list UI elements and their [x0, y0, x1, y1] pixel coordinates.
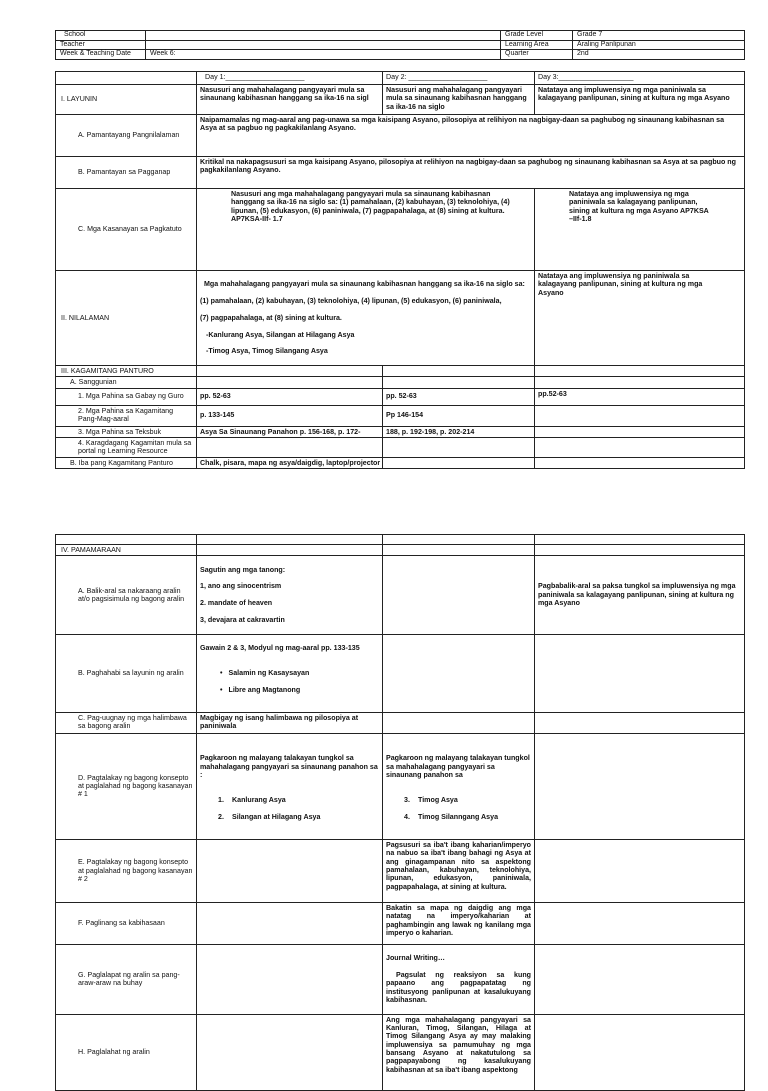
pagtalakay-1-intro-day2: Pagkaroon ng malayang talakayan tungkol sa mahahalagang pangyayari sa sinaunang panahon sa — [386, 754, 530, 779]
week-value: Week 6: — [146, 50, 501, 60]
pagtalakay-2-day2: Pagsusuri sa iba't ibang kaharian/imperyo na nabuo sa iba't ibang bahagi ng Asya at ang ginagampanan nito sa aspektong pamahalaan, kabuhayan, teknolohiya, lipunan, edukasyon, paniniwala, pagpapahalaga, at sining at kultura. — [383, 839, 535, 902]
teksbuk-label: 3. Mga Pahina sa Teksbuk — [56, 426, 197, 437]
iba-label: B. Iba pang Kagamitang Panturo — [56, 458, 197, 469]
blank-cell — [197, 365, 383, 376]
pagtalakay-1-label: D. Pagtalakay ng bagong konsepto at paglalahad ng bagong kasanayan # 1 — [56, 733, 197, 839]
blank-cell — [535, 377, 745, 388]
grade-level-value: Grade 7 — [573, 31, 745, 41]
pagtalakay-1-item: 3. Timog Asya — [404, 795, 458, 804]
sanggunian-label: A. Sanggunian — [56, 377, 197, 388]
blank-cell — [535, 1014, 745, 1090]
karagdagang-label: 4. Karagdagang Kagamitan mula sa portal ng Learning Resource — [56, 438, 197, 458]
blank-cell — [535, 944, 745, 1014]
blank-cell — [197, 839, 383, 902]
school-label: School — [56, 31, 146, 41]
teacher-value — [146, 40, 501, 50]
gabay-day2: pp. 52-63 — [383, 388, 535, 405]
kagamitan-day1: p. 133-145 — [197, 405, 383, 426]
gabay-day3: pp.52-63 — [535, 388, 745, 405]
balik-aral-label: A. Balik-aral sa nakaraang aralin at/o pagsisimula ng bagong aralin — [56, 556, 197, 634]
blank-cell — [383, 365, 535, 376]
layunin-day2: Nasusuri ang mahahalagang pangyayari mula sa sinaunang kabihasnan hanggang sa ika-16 na siglo — [383, 85, 535, 115]
kagamitan-day2: Pp 146-154 — [383, 405, 535, 426]
blank-cell — [535, 405, 745, 426]
paghahabi-day1 — [197, 634, 383, 712]
nilalaman-day3: Natataya ang impluwensiya ng paniniwala sa kalagayang panlipunan, sining at kultura ng mga Asyano — [535, 271, 745, 366]
quarter-label: Quarter — [501, 50, 573, 60]
blank-cell — [197, 545, 383, 556]
paghahabi-label: B. Paghahabi sa layunin ng aralin — [56, 634, 197, 712]
day2-header: Day 2: ____________________ — [383, 72, 535, 85]
nilalaman-day12 — [197, 271, 535, 366]
nilalaman-line-5: -Timog Asya, Timog Silangang Asya — [206, 347, 328, 356]
teksbuk-day1: Asya Sa Sinaunang Panahon p. 156-168, p. 172- — [197, 426, 383, 437]
balik-aral-item: 1, ano ang sinocentrism — [200, 582, 282, 591]
pagtalakay-1-item: 4. Timog Silanngang Asya — [404, 812, 499, 821]
day3-header: Day 3:___________________ — [535, 72, 745, 85]
pamantayan-sa-pagganap-text: Kritikal na nakapagsusuri sa mga kaisipang Asyano, pilosopiya at relihiyon na nagbigay-daan sa paghubog ng sinaunang kabihasnan sa Asya at sa pagbuo ng pagkakilanlang Asyano. — [197, 157, 745, 189]
layunin-day3: Natataya ang impluwensiya ng mga paniniwala sa kalagayang panlipunan, sining at kultura ng mga Asyano — [535, 85, 745, 115]
pamantayang-pangnilalaman-text: Naipamamalas ng mag-aaral ang pag-unawa sa mga kaisipang Asyano, pilosopiya at relihiyon na nagbigay-daan sa paghubog ng sinaunang kabihasnan sa Asya at sa pagbuo ng pagkakilanlang Asyano. — [197, 115, 745, 157]
paghahabi-intro: Gawain 2 & 3, Modyul ng mag-aaral pp. 133-135 — [200, 643, 360, 652]
blank-cell — [383, 556, 535, 634]
teksbuk-day2: 188, p. 192-198, p. 202-214 — [383, 426, 535, 437]
balik-aral-item: 3, devajara at cakravartin — [200, 615, 285, 624]
blank-cell — [383, 377, 535, 388]
blank-cell — [535, 839, 745, 902]
kasanayan-day3: Natataya ang impluwensiya ng mga paniniwala sa kalagayang panlipunan, sining at kultura ng mga Asyano AP7KSA –IIf-1.8 — [535, 189, 745, 271]
pamantayan-sa-pagganap-label: B. Pamantayan sa Pagganap — [56, 157, 197, 189]
paglalahat-day2: Ang mga mahahalagang pangyayari sa Kanluran, Timog, Silangan, Hilaga at Timog Silangang Asya ay may malaking impluwensiya sa pamumuhay ng mga bansang Asyano at nakatutulong sa pagpapayabong ng kasalukuyang kabihasnan at sa iba't ibang aspektong — [383, 1014, 535, 1090]
blank-cell — [535, 634, 745, 712]
blank-cell — [197, 377, 383, 388]
blank-cell — [535, 426, 745, 437]
pagtalakay-1-day2 — [383, 733, 535, 839]
blank-cell — [535, 733, 745, 839]
blank-cell — [535, 902, 745, 944]
nilalaman-line-2: (1) pamahalaan, (2) kabuhayan, (3) teknolohiya, (4) lipunan, (5) edukasyon, (6) paniniwala, — [200, 297, 502, 306]
blank-cell — [383, 535, 535, 545]
paglalahat-label: H. Paglalahat ng aralin — [56, 1014, 197, 1090]
pamantayang-pangnilalaman-label: A. Pamantayang Pangnilalaman — [56, 115, 197, 157]
kagamitan-label: 2. Mga Pahina sa Kagamitang Pang-Mag-aaral — [56, 405, 197, 426]
journal-writing-title: Journal Writing… — [386, 954, 445, 963]
blank-cell — [383, 712, 535, 733]
nilalaman-line-1: Mga mahahalagang pangyayari mula sa sinaunang kabihasnan hanggang sa ika-16 na siglo sa: — [204, 280, 525, 289]
blank-cell — [535, 545, 745, 556]
kasanayan-day12: Nasusuri ang mga mahahalagang pangyayari mula sa sinaunang kabihasnan hanggang sa ika-16 na siglo sa: (1) pamahalaan, (2) kabuhayan, (3) teknolohiya, (4) lipunan, (5) edukasyon, (6) paniniwala, (7) pagpapahalaga, at (8) sining at kultura. AP7KSA-IIf- 1.7 — [197, 189, 535, 271]
pagtalakay-1-item: 1. Kanlurang Asya — [218, 795, 286, 804]
nilalaman-label: II. NILALAMAN — [56, 271, 197, 366]
blank-cell — [383, 545, 535, 556]
blank-cell — [56, 535, 197, 545]
teacher-label: Teacher — [56, 40, 146, 50]
paghahabi-item: • Libre ang Magtanong — [230, 686, 379, 694]
blank-cell — [383, 634, 535, 712]
layunin-day1: Nasusuri ang mahahalagang pangyayari mula sa sinaunang kabihasnan hanggang sa ika-16 na sigl — [197, 85, 383, 115]
pagtalakay-1-intro: Pagkaroon ng malayang talakayan tungkol sa mahahalagang pangyayari sa sinaunang panahon sa : — [200, 754, 378, 779]
day1-header: Day 1:____________________ — [197, 72, 383, 85]
balik-aral-item: 2. mandate of heaven — [200, 599, 273, 608]
blank-cell — [197, 902, 383, 944]
kagamitang-label: III. KAGAMITANG PANTURO — [56, 365, 197, 376]
paghahabi-item: • Salamin ng Kasaysayan — [230, 669, 379, 677]
grade-level-label: Grade Level — [501, 31, 573, 41]
paglalapat-day2 — [383, 944, 535, 1014]
procedure-table — [55, 534, 745, 1091]
paglalapat-label: G. Paglalapat ng aralin sa pang-araw-araw na buhay — [56, 944, 197, 1014]
pagtalakay-2-label: E. Pagtalakay ng bagong konsepto at paglalahad ng bagong kasanayan # 2 — [56, 839, 197, 902]
pag-uugnay-label: C. Pag-uugnay ng mga halimbawa sa bagong aralin — [56, 712, 197, 733]
blank-cell — [383, 438, 535, 458]
nilalaman-line-3: (7) pagpapahalaga, at (8) sining at kultura. — [200, 313, 342, 322]
blank-cell — [383, 458, 535, 469]
paglalapat-text: Pagsulat ng reaksiyon sa kung papaano ang pagpapatatag ng institusyong panlipunan at kasalukuyang kabihasnan. — [386, 970, 531, 1004]
nilalaman-line-4: -Kanlurang Asya, Silangan at Hilagang Asya — [206, 330, 355, 339]
pag-uugnay-day1: Magbigay ng isang halimbawa ng pilosopiya at paniniwala — [197, 712, 383, 733]
paglinang-day2: Bakatin sa mapa ng daigdig ang mga natatag na imperyo/kaharian at paghambingin ang lawak ng kanilang mga imperyo o kaharian. — [383, 902, 535, 944]
learning-area-value: Araling Panlipunan — [573, 40, 745, 50]
kasanayan-label: C. Mga Kasanayan sa Pagkatuto — [56, 189, 197, 271]
blank-cell — [197, 438, 383, 458]
balik-aral-day3: Pagbabalik-aral sa paksa tungkol sa impluwensiya ng mga paniniwala sa kalagayang panlipunan, sining at kultura ng mga Asyano — [535, 556, 745, 634]
blank-cell — [197, 944, 383, 1014]
gabay-label: 1. Mga Pahina sa Gabay ng Guro — [56, 388, 197, 405]
blank-cell — [197, 1014, 383, 1090]
blank-cell — [535, 365, 745, 376]
pagtalakay-1-item: 2. Silangan at Hilagang Asya — [218, 812, 321, 821]
pamamaraan-label: IV. PAMAMARAAN — [56, 545, 197, 556]
iba-day1: Chalk, pisara, mapa ng asya/daigdig, laptop/projector — [197, 458, 383, 469]
blank-cell — [535, 712, 745, 733]
quarter-value: 2nd — [573, 50, 745, 60]
paglinang-label: F. Paglinang sa kabihasaan — [56, 902, 197, 944]
pagtalakay-1-day1 — [197, 733, 383, 839]
blank-cell — [197, 535, 383, 545]
learning-area-label: Learning Area — [501, 40, 573, 50]
week-label: Week & Teaching Date — [56, 50, 146, 60]
gabay-day1: pp. 52-63 — [197, 388, 383, 405]
blank-cell — [56, 72, 197, 85]
blank-cell — [535, 438, 745, 458]
balik-aral-day1 — [197, 556, 383, 634]
blank-cell — [535, 535, 745, 545]
blank-cell — [535, 458, 745, 469]
layunin-label: I. LAYUNIN — [56, 85, 197, 115]
header-table — [55, 30, 745, 60]
school-value — [146, 31, 501, 41]
objectives-table — [55, 71, 745, 469]
balik-aral-intro: Sagutin ang mga tanong: — [200, 565, 286, 574]
